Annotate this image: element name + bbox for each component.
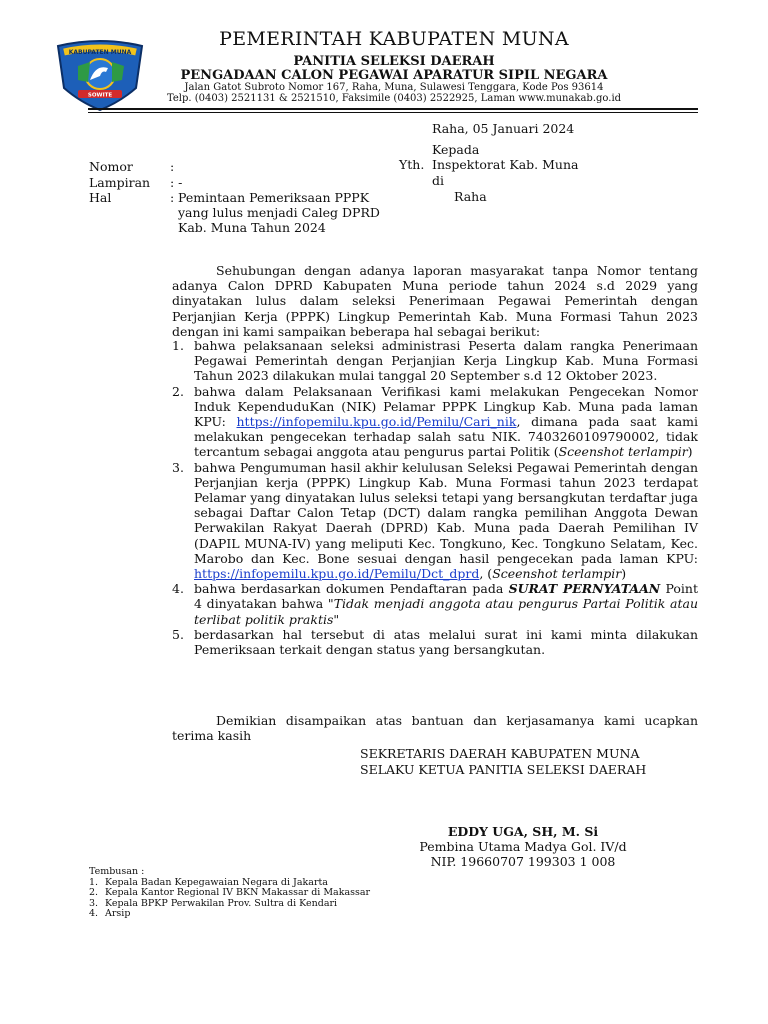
kpu-dct-link[interactable]: https://infopemilu.kpu.go.id/Pemilu/Dct_dprd <box>194 566 480 582</box>
hal-colon: : <box>170 190 175 205</box>
list-text: berdasarkan hal tersebut di atas melalui surat ini kami minta dilakukan Pemeriksaan terkait dengan status yang bersangkutan. <box>194 626 698 658</box>
list-text-italic: Sceenshot terlampir <box>492 566 622 582</box>
letterhead-title: PEMERINTAH KABUPATEN MUNA <box>219 28 569 50</box>
list-text-italic: Tidak menjadi anggota atau pengurus Partai Politik atau terlibat politik praktis <box>194 596 698 627</box>
list-number: 2. <box>172 383 184 399</box>
cc-number: 3. <box>89 897 99 909</box>
di-label: di <box>432 173 444 188</box>
letterhead-subtitle: PANITIA SELEKSI DAERAH <box>293 54 495 69</box>
list-text-italic: Sceenshot terlampir <box>558 444 688 460</box>
closing-paragraph: Demikian disampaikan atas bantuan dan kerjasamanya kami ucapkan terima kasih <box>172 713 698 744</box>
svg-text:KABUPATEN MUNA: KABUPATEN MUNA <box>68 49 132 56</box>
list-item <box>172 460 698 582</box>
cc-number: 4. <box>89 908 99 920</box>
list-text: bahwa dalam Pelaksanaan Verifikasi kami melakukan Pengecekan Nomor Induk KependuduKan (NIK) Pelamar PPPK Lingkup Kab. Muna pada laman KPU: <box>194 383 698 430</box>
list-text: " <box>333 611 340 627</box>
intro-paragraph: Sehubungan dengan adanya laporan masyarakat tanpa Nomor tentang adanya Calon DPRD Kabupaten Muna periode tahun 2024 s.d 2029 yang dinyatakan lulus dalam seleksi Penerimaan Pegawai Pemerintah dengan Perjanjian Kerja (PPPK) Lingkup Pemerintah Kab. Muna Formasi Tahun 2023 dengan ini kami sampaikan beberapa hal sebagai berikut: <box>172 263 698 339</box>
cc-item <box>89 909 370 920</box>
list-text: ) <box>687 444 693 460</box>
cc-number: 1. <box>89 876 99 888</box>
address-line: Jalan Gatot Subroto Nomor 167, Raha, Muna, Sulawesi Tenggara, Kode Pos 93614 <box>184 82 604 93</box>
signatory-title: SEKRETARIS DAERAH KABUPATEN MUNA <box>360 746 640 761</box>
list-text: , ( <box>479 566 493 582</box>
letterhead-rule-thin <box>88 112 698 113</box>
to-label: Kepada <box>432 142 480 157</box>
lampiran-label: Lampiran <box>89 175 151 190</box>
list-item <box>172 581 698 627</box>
cc-block <box>89 867 370 920</box>
signatory-rank: Pembina Utama Madya Gol. IV/d <box>419 839 627 854</box>
recipient-city: Raha <box>454 189 487 204</box>
list-text: bahwa pelaksanaan seleksi administrasi Peserta dalam rangka Penerimaan Pegawai Pemerintah dengan Perjanjian Kerja Lingkup Kab. Muna Formasi Tahun 2023 dilakukan mulai tanggal 20 September s.d 12 Oktober 2023. <box>194 338 698 384</box>
list-item <box>172 384 698 460</box>
cc-text: Kepala BPKP Perwakilan Prov. Sultra di Kendari <box>105 897 338 909</box>
subject: Pemintaan Pemeriksaan PPPK yang lulus menjadi Caleg DPRD Kab. Muna Tahun 2024 <box>178 190 380 236</box>
cc-title: Tembusan : <box>89 866 145 877</box>
list-number: 3. <box>172 459 184 475</box>
lampiran-value: : - <box>170 175 183 190</box>
list-number: 5. <box>172 626 184 642</box>
letterhead-address <box>150 82 638 104</box>
yth-label: Yth. <box>399 157 425 172</box>
list-text: , dimana pada saat kami melakukan pengecekan terhadap salah satu NIK. 7403260109790002, tidak tercantum sebagai anggota atau pengurus partai Politik ( <box>194 414 698 460</box>
hal-label: Hal <box>89 190 112 205</box>
place-date: Raha, 05 Januari 2024 <box>432 121 575 136</box>
list-text: bahwa Pengumuman hasil akhir kelulusan Seleksi Pegawai Pemerintah dengan Perjanjian kerja (PPPK) Lingkup Kab. Muna Formasi tahun 2023 terdapat Pelamar yang dinyatakan lulus seleksi tetapi yang bersangkutan terdaftar juga sebagai Daftar Calon Tetap (DCT) dalam rangka pemilihan Anggota Dewan Perwakilan Rakyat Daerah (DPRD) Kab. Muna pada Daerah Pemilihan IV (DAPIL MUNA-IV) yang meliputi Kec. Tongkuno, Kec. Tongkuno Selatam, Kec. Marobo dan Kec. Bone sesuai dengan hasil pengecekan pada laman KPU: <box>194 459 698 566</box>
regency-logo <box>50 38 150 112</box>
cc-text: Arsip <box>105 908 131 920</box>
cc-text: Kepala Badan Kepegawaian Negara di Jakarta <box>105 876 328 888</box>
contact-line: Telp. (0403) 2521131 & 2521510, Faksimile (0403) 2522925, Laman www.munakab.go.id <box>166 93 622 104</box>
cc-item <box>89 899 370 910</box>
list-text-bold: SURAT PERNYATAAN <box>508 581 661 597</box>
letterhead-subtitle-2: PENGADAAN CALON PEGAWAI APARATUR SIPIL NEGARA <box>180 68 608 83</box>
point-list <box>172 338 698 657</box>
list-item <box>172 338 698 384</box>
signatory-nip: NIP. 19660707 199303 1 008 <box>430 854 616 869</box>
cc-number: 2. <box>89 887 99 899</box>
list-text: ) <box>621 566 627 582</box>
list-text: bahwa berdasarkan dokumen Pendaftaran pada <box>194 581 509 597</box>
signatory-title-2: SELAKU KETUA PANITIA SELEKSI DAERAH <box>360 762 647 777</box>
nomor-label: Nomor <box>89 159 133 174</box>
cc-text: Kepala Kantor Regional IV BKN Makassar di Makassar <box>105 887 371 899</box>
list-text: Point 4 dinyatakan bahwa " <box>194 581 698 612</box>
signatory-name: EDDY UGA, SH, M. Si <box>447 824 599 839</box>
nomor-value: : <box>170 159 175 174</box>
svg-text:SOWITE: SOWITE <box>87 92 113 99</box>
list-number: 4. <box>172 581 184 597</box>
kpu-nik-link[interactable]: https://infopemilu.kpu.go.id/Pemilu/Cari_nik <box>236 414 517 430</box>
letterhead-rule <box>88 108 698 110</box>
recipient: Inspektorat Kab. Muna <box>432 157 579 172</box>
list-item <box>172 627 698 657</box>
list-number: 1. <box>172 338 184 353</box>
